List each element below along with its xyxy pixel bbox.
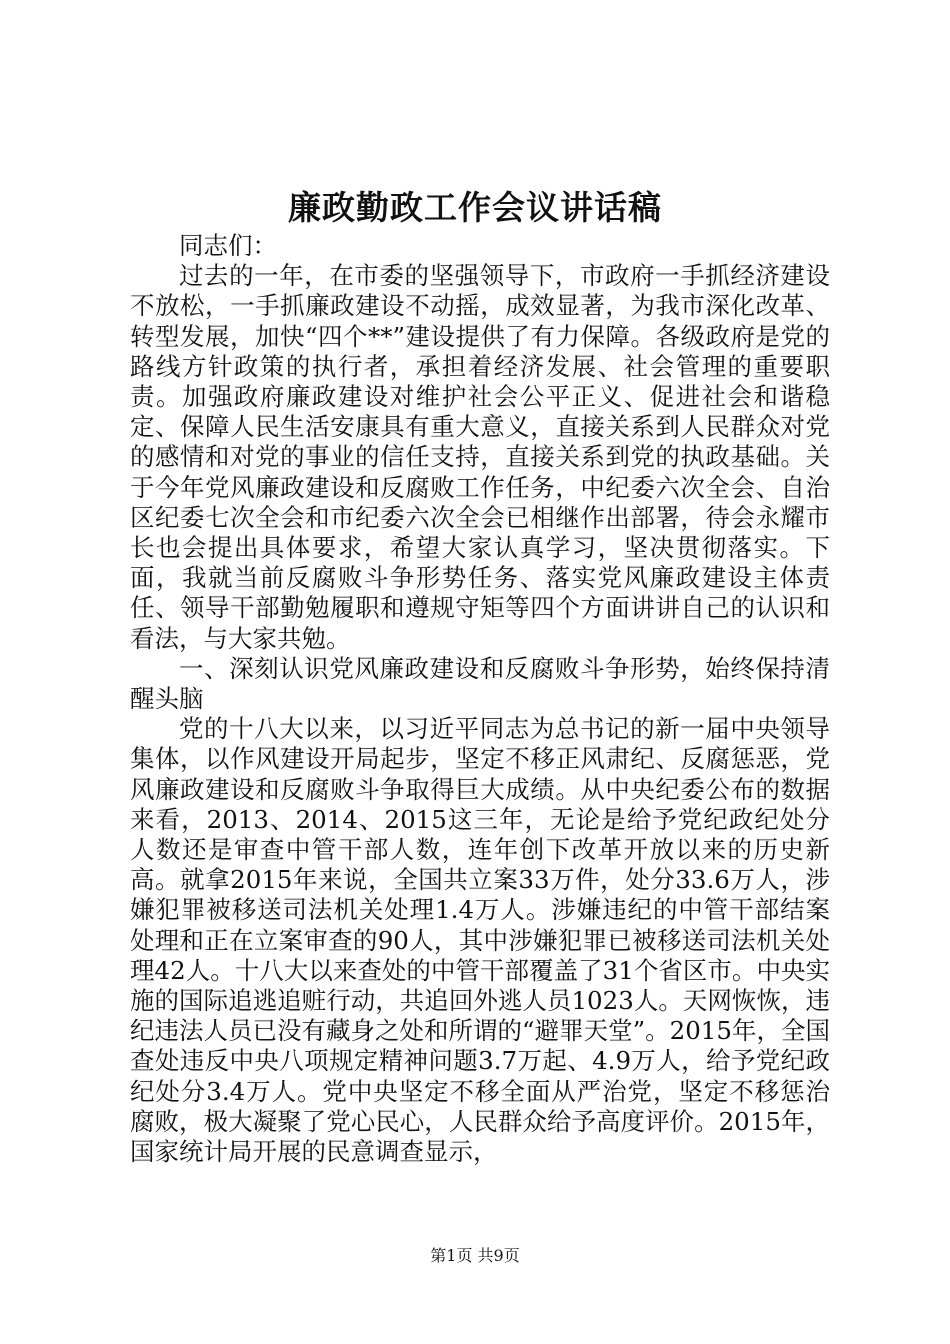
document-title: 廉政勤政工作会议讲话稿 — [288, 188, 662, 227]
body-paragraph: 党的十八大以来，以习近平同志为总书记的新一届中央领导集体，以作风建设开局起步，坚定不移正风肃纪、反腐惩恶，党风廉政建设和反腐败斗争取得巨大成绩。从中央纪委公布的数据来看，2013、2014、2015这三年，无论是给予党纪政纪处分人数还是审查中管干部人数，连年创下改革开放以来的历史新高。就拿2015年来说，全国共立案33万件，处分33.6万人，涉嫌犯罪被移送司法机关处理1.4万人。涉嫌违纪的中管干部结案处理和正在立案审查的90人，其中涉嫌犯罪已被移送司法机关处理42人。十八大以来查处的中管干部覆盖了31个省区市。中央实施的国际追逃追赃行动，共追回外逃人员1023人。天网恢恢，违纪违法人员已没有藏身之处和所谓的“避罪天堂”。2015年，全国查处违反中央八项规定精神问题3.7万起、4.9万人，给予党纪政纪处分3.4万人。党中央坚定不移全面从严治党，坚定不移惩治腐败，极大凝聚了党心民心，人民群众给予高度评价。2015年，国家统计局开展的民意调查显示， — [130, 714, 830, 1167]
salutation: 同志们： — [179, 231, 277, 260]
page-number-footer: 第1页 共9页 — [430, 1246, 520, 1265]
document-body — [130, 231, 830, 1167]
body-paragraph: 过去的一年，在市委的坚强领导下，市政府一手抓经济建设不放松，一手抓廉政建设不动摇，成效显著，为我市深化改革、转型发展，加快“四个**”建设提供了有力保障。各级政府是党的路线方针政策的执行者，承担着经济发展、社会管理的重要职责。加强政府廉政建设对维护社会公平正义、促进社会和谐稳定、保障人民生活安康具有重大意义，直接关系到人民群众对党的感情和对党的事业的信任支持，直接关系到党的执政基础。关于今年党风廉政建设和反腐败工作任务，中纪委六次全会、自治区纪委七次全会和市纪委六次全会已相继作出部署，待会永耀市长也会提出具体要求，希望大家认真学习，坚决贯彻落实。下面，我就当前反腐败斗争形势任务、落实党风廉政建设主体责任、领导干部勤勉履职和遵规守矩等四个方面讲讲自己的认识和看法，与大家共勉。 — [130, 261, 830, 653]
section-heading: 一、深刻认识党风廉政建设和反腐败斗争形势，始终保持清醒头脑 — [130, 653, 830, 714]
